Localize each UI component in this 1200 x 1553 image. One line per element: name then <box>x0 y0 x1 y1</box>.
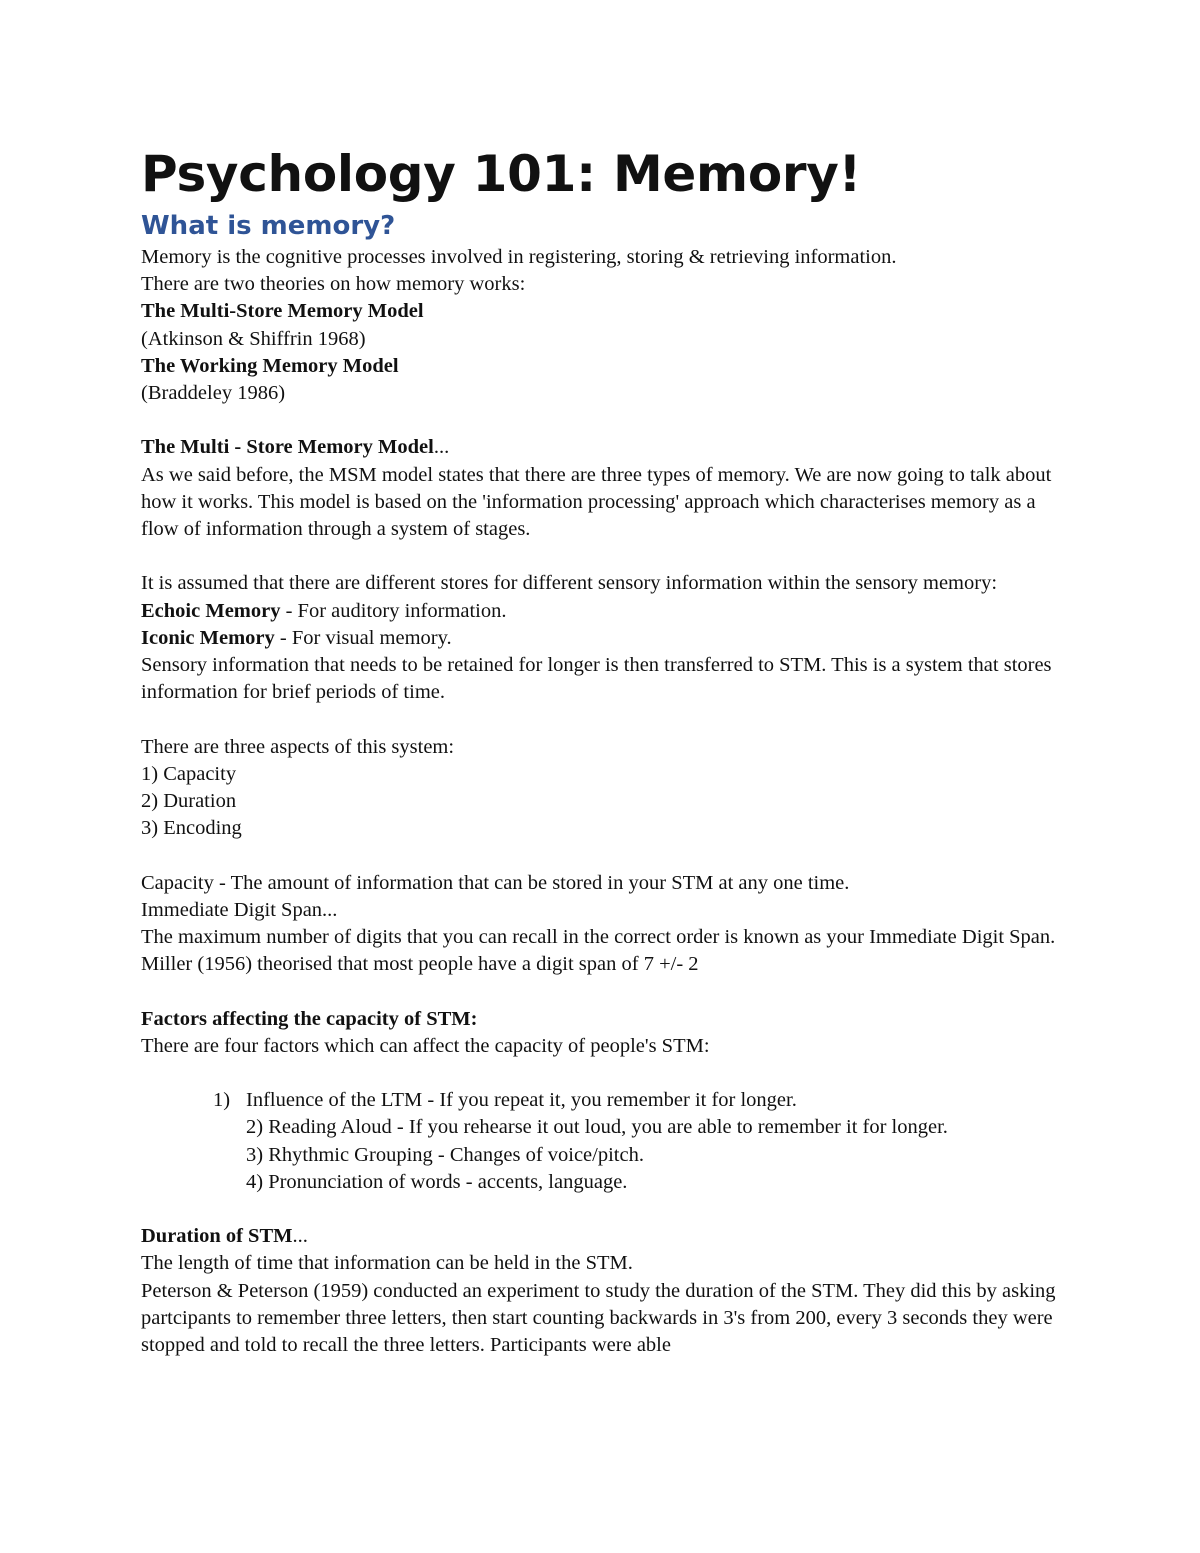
spacer <box>141 543 1071 570</box>
model2-name-text: The Working Memory Model <box>141 354 399 377</box>
model2-citation: (Braddeley 1986) <box>141 382 286 405</box>
list-item-text: Influence of the LTM - If you repeat it, you remember it for longer. <box>246 1089 797 1112</box>
list-item: 3) Rhythmic Grouping - Changes of voice/pitch. <box>246 1143 644 1166</box>
aspect-item: 3) Encoding <box>141 817 242 840</box>
echoic-memory-line <box>141 598 1071 625</box>
digit-span-heading: Immediate Digit Span... <box>141 898 338 921</box>
list-item: 4) Pronunciation of words - accents, language. <box>246 1170 628 1193</box>
duration-heading-ellipsis: ... <box>292 1225 308 1248</box>
spacer <box>141 978 1071 1005</box>
factors-heading-text: Factors affecting the capacity of STM: <box>141 1007 478 1030</box>
model1-name <box>141 298 1071 325</box>
echoic-memory-label: Echoic Memory <box>141 599 281 622</box>
model1-name-text: The Multi-Store Memory Model <box>141 300 424 323</box>
model2-name <box>141 353 1071 380</box>
intro-definition: Memory is the cognitive processes involved in registering, storing & retrieving information. <box>141 246 897 268</box>
miller-theory: Miller (1956) theorised that most people have a digit span of 7 +/- 2 <box>141 953 699 976</box>
spacer <box>141 706 1071 733</box>
duration-heading <box>141 1223 1071 1250</box>
echoic-memory-text: - For auditory information. <box>280 599 507 622</box>
model1-citation: (Atkinson & Shiffrin 1968) <box>141 327 366 350</box>
aspect-item: 1) Capacity <box>141 762 237 785</box>
spacer <box>141 1196 1071 1223</box>
aspect-item: 2) Duration <box>141 790 237 813</box>
iconic-memory-line <box>141 625 1071 652</box>
msm-paragraph-3: Sensory information that needs to be retained for longer is then transferred to STM. This is a system that stores information for brief periods of time. <box>141 654 1052 704</box>
peterson-experiment: Peterson & Peterson (1959) conducted an experiment to study the duration of the STM. They did this by asking partcipants to remember three letters, then start counting backwards in 3's from 200, every 3 seconds they were stopped and told to recall the three letters. Participants were able <box>141 1279 1056 1357</box>
spacer <box>141 407 1071 434</box>
msm-heading-ellipsis: ... <box>433 436 450 459</box>
msm-paragraph-2: It is assumed that there are different stores for different sensory information within the sensory memory: <box>141 572 998 595</box>
factors-heading <box>141 1006 1071 1033</box>
msm-heading-text: The Multi - Store Memory Model <box>141 436 434 459</box>
capacity-definition: Capacity - The amount of information that can be stored in your STM at any one time. <box>141 871 850 894</box>
duration-definition: The length of time that information can be held in the STM. <box>141 1252 633 1275</box>
list-item-number: 1) <box>213 1089 231 1112</box>
aspects-intro: There are three aspects of this system: <box>141 735 455 758</box>
factors-intro: There are four factors which can affect the capacity of people's STM: <box>141 1034 710 1057</box>
list-item <box>141 1087 1071 1114</box>
document-body <box>141 140 1071 1359</box>
iconic-memory-text: - For visual memory. <box>274 626 452 649</box>
spacer <box>141 1060 1071 1087</box>
list-item: 2) Reading Aloud - If you rehearse it out loud, you are able to remember it for longer. <box>246 1116 948 1139</box>
msm-paragraph-1: As we said before, the MSM model states that there are three types of memory. We are now going to talk about how it works. This model is based on the 'information processing' approach which characterises memory as a flow of information through a system of stages. <box>141 463 1052 541</box>
duration-heading-text: Duration of STM <box>141 1225 293 1248</box>
intro-theories: There are two theories on how memory works: <box>141 273 526 296</box>
digit-span-definition: The maximum number of digits that you can recall in the correct order is known as your Immediate Digit Span. <box>141 926 1056 949</box>
factors-list <box>141 1087 1071 1196</box>
iconic-memory-label: Iconic Memory <box>141 626 275 649</box>
msm-heading <box>141 434 1071 461</box>
page-title: Psychology 101: Memory! <box>141 145 862 203</box>
spacer <box>141 842 1071 869</box>
section-heading-what-is-memory: What is memory? <box>141 211 396 241</box>
